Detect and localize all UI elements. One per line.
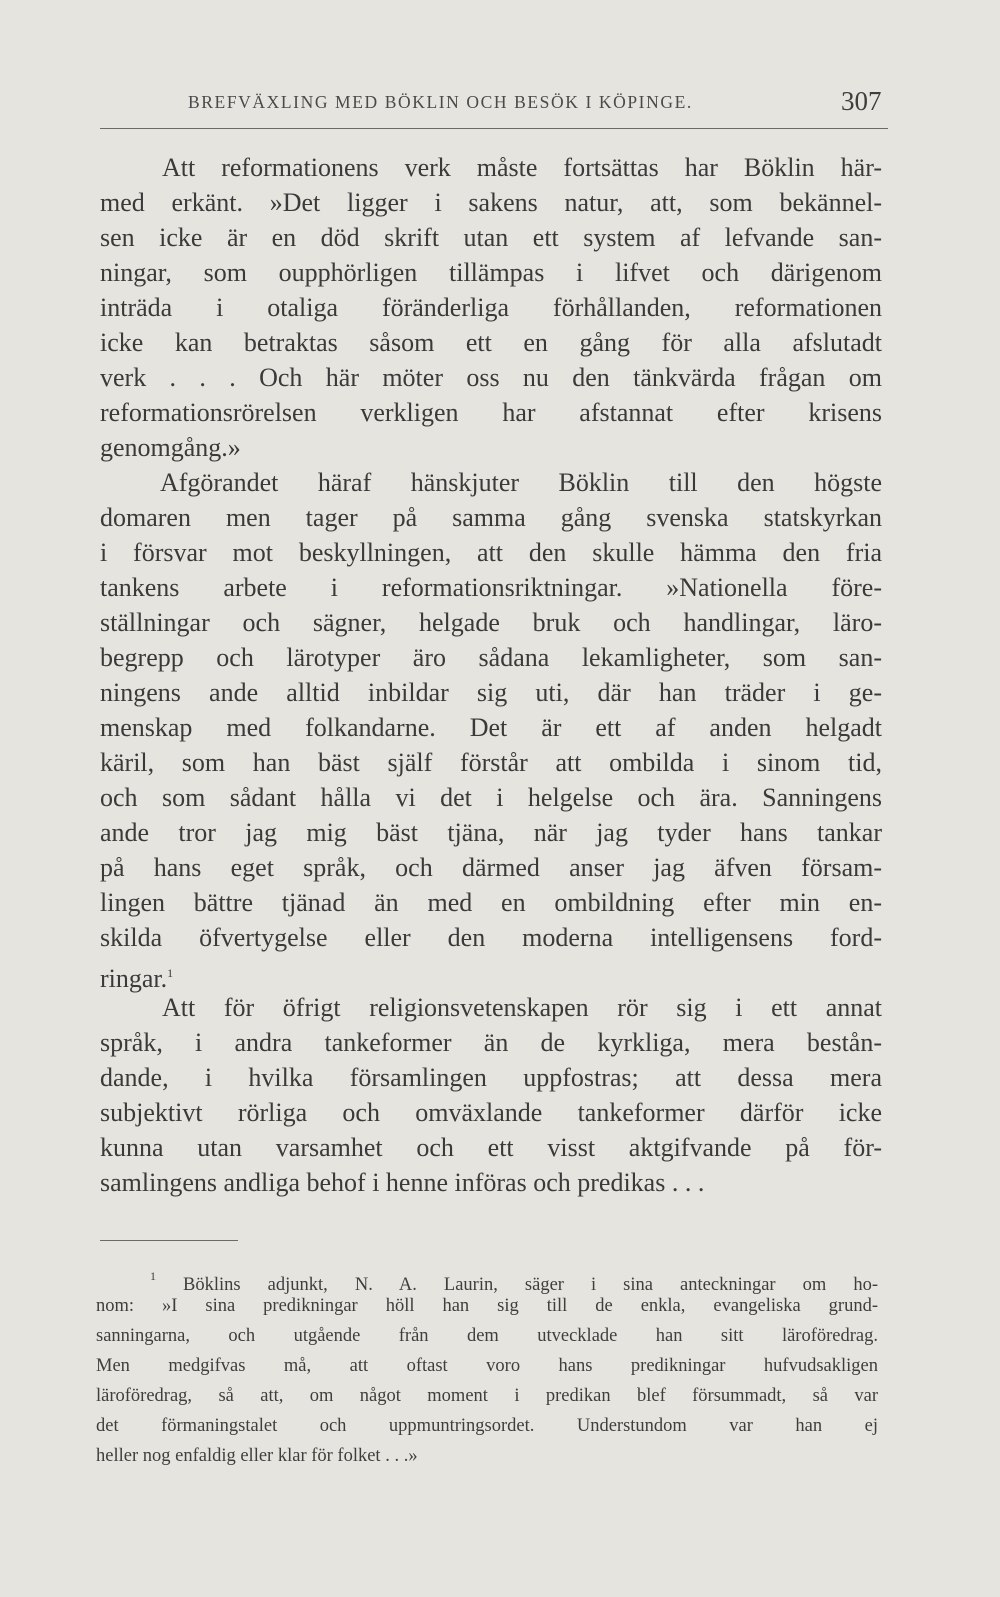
footnote-rule <box>100 1240 238 1241</box>
text-line: sen icke är en död skrift utan ett system af lefvande san- <box>100 223 882 252</box>
text-line: samlingens andliga behof i henne införas och predikas . . . <box>100 1168 705 1197</box>
footnote-text: Böklins adjunkt, N. A. Laurin, säger i sina anteckningar om ho- <box>156 1275 878 1295</box>
text-line: icke kan betraktas såsom ett en gång för alla afslutadt <box>100 328 882 357</box>
text-line: domaren men tager på samma gång svenska statskyrkan <box>100 503 882 532</box>
footnote-line: läroföredrag, så att, om något moment i predikan blef försummadt, så var <box>96 1386 878 1406</box>
text-line: Att för öfrigt religionsvetenskapen rör sig i ett annat <box>162 993 882 1022</box>
footnote-line: heller nog enfaldig eller klar för folket . . .» <box>96 1446 418 1466</box>
text-line: skilda öfvertygelse eller den moderna intelligensens ford- <box>100 923 882 952</box>
header-rule <box>100 128 888 129</box>
text-line: på hans eget språk, och därmed anser jag äfven försam- <box>100 853 882 882</box>
text-line: Att reformationens verk måste fortsättas har Böklin här- <box>162 153 882 182</box>
text-line: dande, i hvilka församlingen uppfostras; att dessa mera <box>100 1063 882 1092</box>
footnote-marker: 1 <box>150 1269 156 1283</box>
text-line: lingen bättre tjänad än med en ombildning efter min en- <box>100 888 882 917</box>
text-line: och som sådant hålla vi det i helgelse och ära. Sanningens <box>100 783 882 812</box>
text-line: reformationsrörelsen verkligen har afstannat efter krisens <box>100 398 882 427</box>
text-line: tankens arbete i reformationsriktningar. »Nationella före- <box>100 573 882 602</box>
text-line: inträda i otaliga föränderliga förhållanden, reformationen <box>100 293 882 322</box>
text-line: subjektivt rörliga och omväxlande tankeformer därför icke <box>100 1098 882 1127</box>
text-line: käril, som han bäst själf förstår att ombilda i sinom tid, <box>100 748 882 777</box>
text-line: språk, i andra tankeformer än de kyrkliga, mera bestån- <box>100 1028 882 1057</box>
text-line: menskap med folkandarne. Det är ett af anden helgadt <box>100 713 882 742</box>
text-line: genomgång.» <box>100 433 241 462</box>
footnote-line: Men medgifvas må, att oftast voro hans predikningar hufvudsakligen <box>96 1356 878 1376</box>
text-line: med erkänt. »Det ligger i sakens natur, att, som bekännel- <box>100 188 882 217</box>
text-line: ande tror jag mig bäst tjäna, när jag tyder hans tankar <box>100 818 882 847</box>
footnote-line <box>150 1264 878 1295</box>
footnote-line: det förmaningstalet och uppmuntringsordet. Understundom var han ej <box>96 1416 878 1436</box>
text-line: begrepp och lärotyper äro sådana lekamligheter, som san- <box>100 643 882 672</box>
text-line: verk . . . Och här möter oss nu den tänkvärda frågan om <box>100 363 882 392</box>
running-head: BREFVÄXLING MED BÖKLIN OCH BESÖK I KÖPINGE. <box>188 92 693 112</box>
text-line: ställningar och sägner, helgade bruk och handlingar, läro- <box>100 608 882 637</box>
text-line: ningar, som oupphörligen tillämpas i lifvet och därigenom <box>100 258 882 287</box>
text-line: kunna utan varsamhet och ett visst aktgifvande på för- <box>100 1133 882 1162</box>
page-number: 307 <box>841 86 882 116</box>
text-line: ningens ande alltid inbildar sig uti, där han träder i ge- <box>100 678 882 707</box>
footnote-reference: 1 <box>167 966 174 980</box>
text-line: ringar.$^1$ <box>100 964 174 993</box>
text-line: i försvar mot beskyllningen, att den skulle hämma den fria <box>100 538 882 567</box>
footnote-line: nom: »I sina predikningar höll han sig till de enkla, evangeliska grund- <box>96 1296 878 1316</box>
text-line: Afgörandet häraf hänskjuter Böklin till den högste <box>160 468 882 497</box>
footnote-line: sanningarna, och utgående från dem utvecklade han sitt läroföredrag. <box>96 1326 878 1346</box>
